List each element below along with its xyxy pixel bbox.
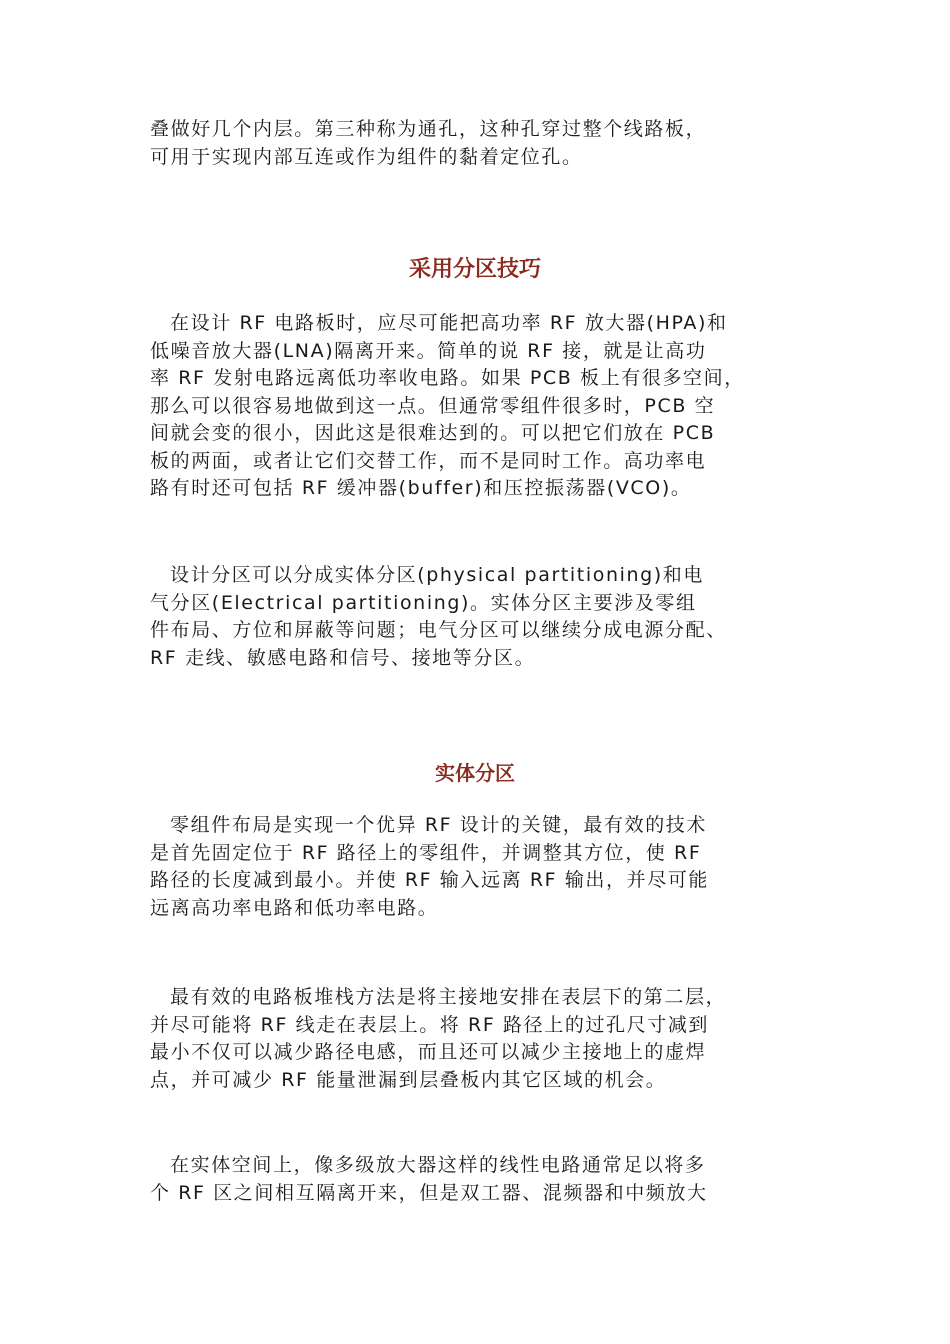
subsection-heading: 实体分区	[435, 761, 515, 785]
text-line: 设计分区可以分成实体分区(physical partitioning)和电	[170, 564, 704, 586]
text-line: 低噪音放大器(LNA)隔离开来。简单的说 RF 接，就是让高功	[150, 339, 707, 362]
paragraph-board-stackup	[150, 984, 810, 1094]
text-line: 点，并可减少 RF 能量泄漏到层叠板内其它区域的机会。	[150, 1068, 667, 1091]
text-line: 在设计 RF 电路板时，应尽可能把高功率 RF 放大器(HPA)和	[170, 312, 728, 334]
paragraph-through-hole	[150, 116, 810, 171]
text-line: 气分区(Electrical partitioning)。实体分区主要涉及零组	[150, 591, 697, 614]
text-line: 在实体空间上，像多级放大器这样的线性电路通常足以将多	[170, 1154, 706, 1176]
section-heading: 采用分区技巧	[408, 257, 541, 282]
text-line: 板的两面，或者让它们交替工作，而不是同时工作。高功率电	[150, 449, 707, 472]
text-line: 是首先固定位于 RF 路径上的零组件，并调整其方位，使 RF	[150, 841, 702, 864]
paragraph-physical-space	[150, 1152, 810, 1207]
text-line: 并尽可能将 RF 线走在表层上。将 RF 路径上的过孔尺寸减到	[150, 1013, 710, 1036]
paragraph-partition-types	[150, 562, 810, 672]
text-line: 最小不仅可以减少路径电感，而且还可以减少主接地上的虚焊	[150, 1041, 707, 1063]
text-line: 件布局、方位和屏蔽等问题；电气分区可以继续分成电源分配、	[150, 619, 727, 641]
text-line: 零组件布局是实现一个优异 RF 设计的关键，最有效的技术	[170, 814, 708, 836]
text-line: 最有效的电路板堆栈方法是将主接地安排在表层下的第二层，	[170, 986, 727, 1008]
text-line: 那么可以很容易地做到这一点。但通常零组件很多时，PCB 空	[150, 394, 716, 417]
text-line: 间就会变的很小，因此这是很难达到的。可以把它们放在 PCB	[150, 422, 716, 444]
text-line: 路有时还可包括 RF 缓冲器(buffer)和压控振荡器(VCO)。	[150, 477, 692, 499]
text-line: 个 RF 区之间相互隔离开来，但是双工器、混频器和中频放大	[150, 1181, 708, 1204]
text-line: 叠做好几个内层。第三种称为通孔，这种孔穿过整个线路板，	[150, 118, 707, 140]
text-line: 率 RF 发射电路远离低功率收电路。如果 PCB 板上有很多空间，	[150, 367, 745, 389]
paragraph-component-layout	[150, 812, 810, 922]
text-line: 路径的长度减到最小。并使 RF 输入远离 RF 输出，并尽可能	[150, 869, 710, 891]
paragraph-partitioning-intro	[150, 310, 810, 503]
text-line: 可用于实现内部互连或作为组件的黏着定位孔。	[150, 145, 583, 168]
text-line: RF 走线、敏感电路和信号、接地等分区。	[150, 646, 536, 669]
text-line: 远离高功率电路和低功率电路。	[150, 896, 439, 919]
